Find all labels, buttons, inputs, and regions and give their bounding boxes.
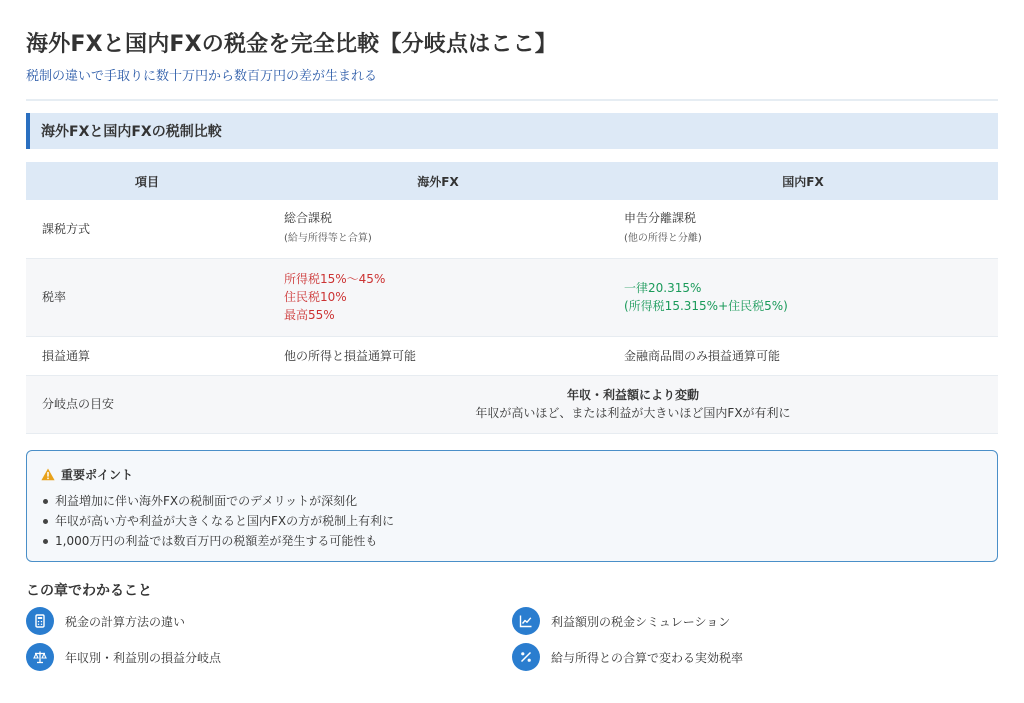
overseas-rate-line: 所得税15%〜45% — [284, 272, 386, 286]
summary-item-label: 年収別・利益別の損益分岐点 — [65, 650, 222, 665]
domestic-rate-line: 一律20.315% — [624, 281, 702, 295]
table-header-row — [26, 162, 998, 200]
table-row — [26, 200, 998, 258]
list-item: 1,000万円の利益では数百万円の税額差が発生する可能性も — [41, 531, 983, 551]
summary-item — [512, 607, 730, 635]
page-title: 海外FXと国内FXの税金を完全比較【分岐点はここ】 — [26, 32, 557, 57]
calculator-icon — [26, 607, 54, 635]
domestic-value: 金融商品間のみ損益通算可能 — [608, 336, 998, 375]
summary-item-label: 税金の計算方法の違い — [65, 614, 186, 629]
breakeven-headline: 年収・利益額により変動 — [566, 388, 699, 402]
summary-item — [26, 643, 221, 671]
row-label: 税率 — [26, 258, 268, 336]
column-header-domestic: 国内FX — [608, 162, 998, 200]
domestic-value: 申告分離課税 — [624, 211, 697, 226]
list-item: 利益増加に伴い海外FXの税制面でのデメリットが深刻化 — [41, 491, 983, 511]
important-points-list — [41, 491, 983, 551]
chapter-summary-title: この章でわかること — [26, 583, 152, 599]
column-header-overseas: 海外FX — [268, 162, 608, 200]
summary-item-label: 利益額別の税金シミュレーション — [551, 614, 731, 629]
row-label: 課税方式 — [26, 200, 268, 258]
row-label: 分岐点の目安 — [26, 375, 268, 433]
table-row — [26, 258, 998, 336]
percent-icon — [512, 643, 540, 671]
table-row — [26, 375, 998, 433]
overseas-note: (給与所得等と合算) — [284, 233, 372, 245]
scale-icon — [26, 643, 54, 671]
overseas-cell — [268, 200, 608, 258]
summary-item — [26, 607, 185, 635]
list-item: 年収が高い方や利益が大きくなると国内FXの方が税制上有利に — [41, 511, 983, 531]
overseas-cell — [268, 258, 608, 336]
important-points-title: 重要ポイント — [61, 467, 134, 482]
header-divider — [26, 99, 998, 101]
comparison-table — [26, 162, 998, 434]
breakeven-text: 年収が高いほど、または利益が大きいほど国内FXが有利に — [475, 406, 791, 420]
overseas-value: 他の所得と損益通算可能 — [268, 336, 608, 375]
important-points-box — [26, 450, 998, 562]
page-subtitle: 税制の違いで手取りに数十万円から数百万円の差が生まれる — [26, 69, 378, 84]
overseas-value: 総合課税 — [284, 211, 333, 226]
domestic-cell — [608, 200, 998, 258]
domestic-cell — [608, 258, 998, 336]
row-label: 損益通算 — [26, 336, 268, 375]
page — [26, 0, 998, 703]
overseas-rate-line: 住民税10% — [284, 290, 347, 304]
domestic-note: (他の所得と分離) — [624, 233, 702, 245]
summary-item — [512, 643, 743, 671]
summary-item-label: 給与所得との合算で変わる実効税率 — [551, 650, 744, 665]
chart-line-icon — [512, 607, 540, 635]
domestic-rate-line: (所得税15.315%+住民税5%) — [624, 299, 788, 313]
section-heading — [26, 113, 998, 149]
warning-icon — [41, 468, 55, 481]
table-row — [26, 336, 998, 375]
merged-cell — [268, 375, 998, 433]
section-title: 海外FXと国内FXの税制比較 — [41, 124, 222, 140]
overseas-rate-line: 最高55% — [284, 308, 335, 322]
important-points-heading — [41, 465, 983, 483]
column-header-item: 項目 — [26, 162, 268, 200]
